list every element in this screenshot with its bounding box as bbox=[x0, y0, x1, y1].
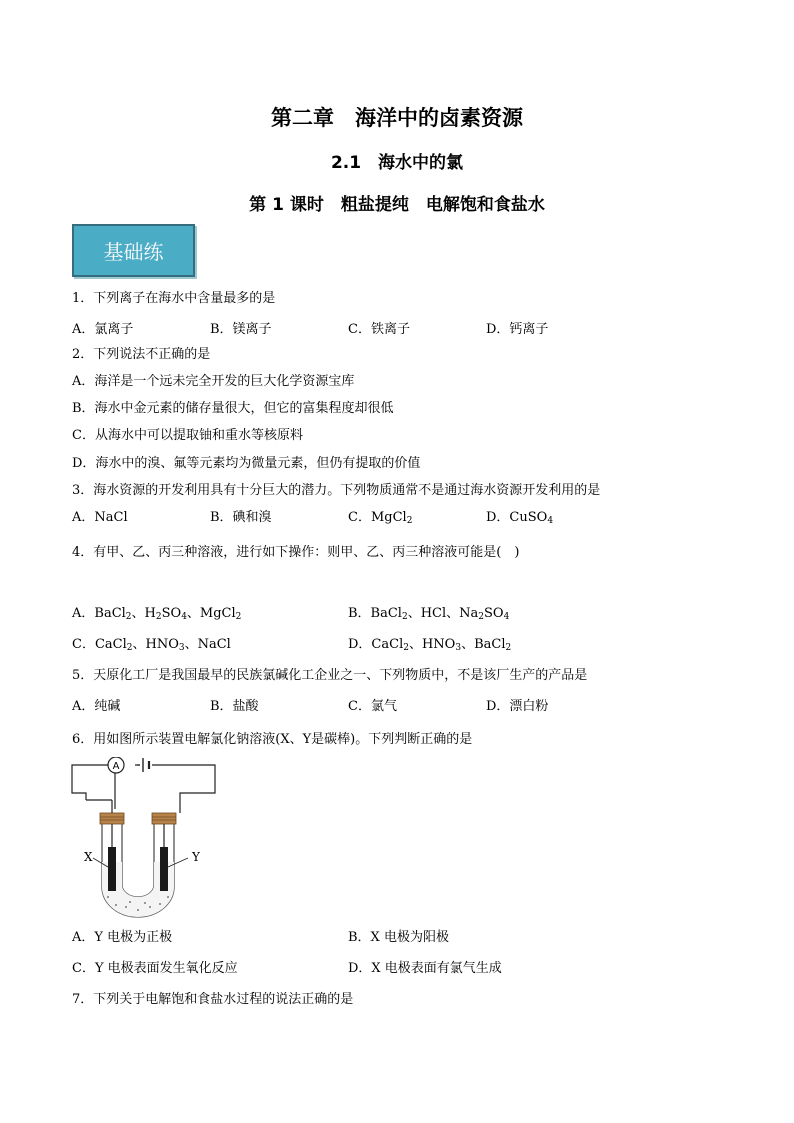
q6-option-c: C．Y 电极表面发生氧化反应 bbox=[72, 961, 238, 976]
q5-option-a: A．纯碱 bbox=[72, 699, 121, 714]
electrode-y bbox=[160, 847, 168, 891]
section-title: 2.1 海水中的氯 bbox=[330, 153, 464, 173]
q2-option-c: C．从海水中可以提取铀和重水等核原料 bbox=[72, 428, 303, 443]
label-y: Y bbox=[192, 850, 200, 864]
q3-option-c: C．MgCl$_2$ bbox=[348, 510, 413, 526]
right-stopper bbox=[152, 813, 176, 824]
battery-icon bbox=[140, 758, 152, 772]
q7-stem: 7．下列关于电解饱和食盐水过程的说法正确的是 bbox=[72, 992, 354, 1007]
q5-option-d: D．漂白粉 bbox=[486, 699, 549, 714]
q5-stem: 5．天原化工厂是我国最早的民族氯碱化工企业之一、下列物质中，不是该厂生产的产品是 bbox=[72, 668, 588, 683]
q1-option-a: A．氯离子 bbox=[72, 322, 134, 337]
q4-option-a: A．BaCl$_2$、$H_2SO_4$、MgCl$_2$ bbox=[72, 606, 242, 622]
electrolysis-apparatus-diagram bbox=[70, 757, 220, 922]
q1-option-d: D．钙离子 bbox=[486, 322, 549, 337]
q6-option-b: B．X 电极为阳极 bbox=[348, 930, 449, 945]
lesson-title: 第 1 课时 粗盐提纯 电解饱和食盐水 bbox=[249, 195, 545, 215]
q6-option-d: D．X 电极表面有氯气生成 bbox=[348, 961, 502, 976]
q4-option-b: B．BaCl$_2$、HCl、$Na_2SO_4$ bbox=[348, 606, 510, 622]
q3-stem: 3．海水资源的开发利用具有十分巨大的潜力。下列物质通常不是通过海水资源开发利用的是 bbox=[72, 483, 601, 498]
q3-option-b: B．碘和溴 bbox=[210, 510, 272, 525]
q5-option-c: C．氯气 bbox=[348, 699, 397, 714]
q6-stem: 6．用如图所示装置电解氯化钠溶液(X、Y是碳棒)。下列判断正确的是 bbox=[72, 732, 473, 747]
electrode-x bbox=[108, 847, 116, 891]
q2-stem: 2．下列说法不正确的是 bbox=[72, 347, 211, 362]
q5-option-b: B．盐酸 bbox=[210, 699, 259, 714]
chapter-title: 第二章 海洋中的卤素资源 bbox=[271, 106, 523, 130]
q4-option-c: C．CaCl$_2$、$HNO_3$、NaCl bbox=[72, 637, 231, 653]
q4-stem: 4．有甲、乙、丙三种溶液，进行如下操作：则甲、乙、丙三种溶液可能是( ) bbox=[72, 545, 520, 560]
q6-option-a: A．Y 电极为正极 bbox=[72, 930, 173, 945]
q4-option-d: D．CaCl$_2$、$HNO_3$、BaCl$_2$ bbox=[348, 637, 512, 653]
q1-stem: 1．下列离子在海水中含量最多的是 bbox=[72, 291, 276, 306]
basic-practice-badge: 基础练 bbox=[72, 224, 195, 277]
q2-option-a: A．海洋是一个远未完全开发的巨大化学资源宝库 bbox=[72, 374, 355, 389]
q2-option-b: B．海水中金元素的储存量很大，但它的富集程度却很低 bbox=[72, 401, 394, 416]
q2-option-d: D．海水中的溴、氟等元素均为微量元素，但仍有提取的价值 bbox=[72, 456, 421, 471]
q3-option-d: D．CuSO$_4$ bbox=[486, 510, 554, 526]
left-stopper bbox=[100, 813, 124, 824]
q1-option-c: C．铁离子 bbox=[348, 322, 410, 337]
label-x: X bbox=[84, 850, 93, 864]
q3-option-a: A．NaCl bbox=[72, 510, 128, 525]
q1-option-b: B．镁离子 bbox=[210, 322, 272, 337]
ammeter-label: A bbox=[112, 761, 120, 772]
